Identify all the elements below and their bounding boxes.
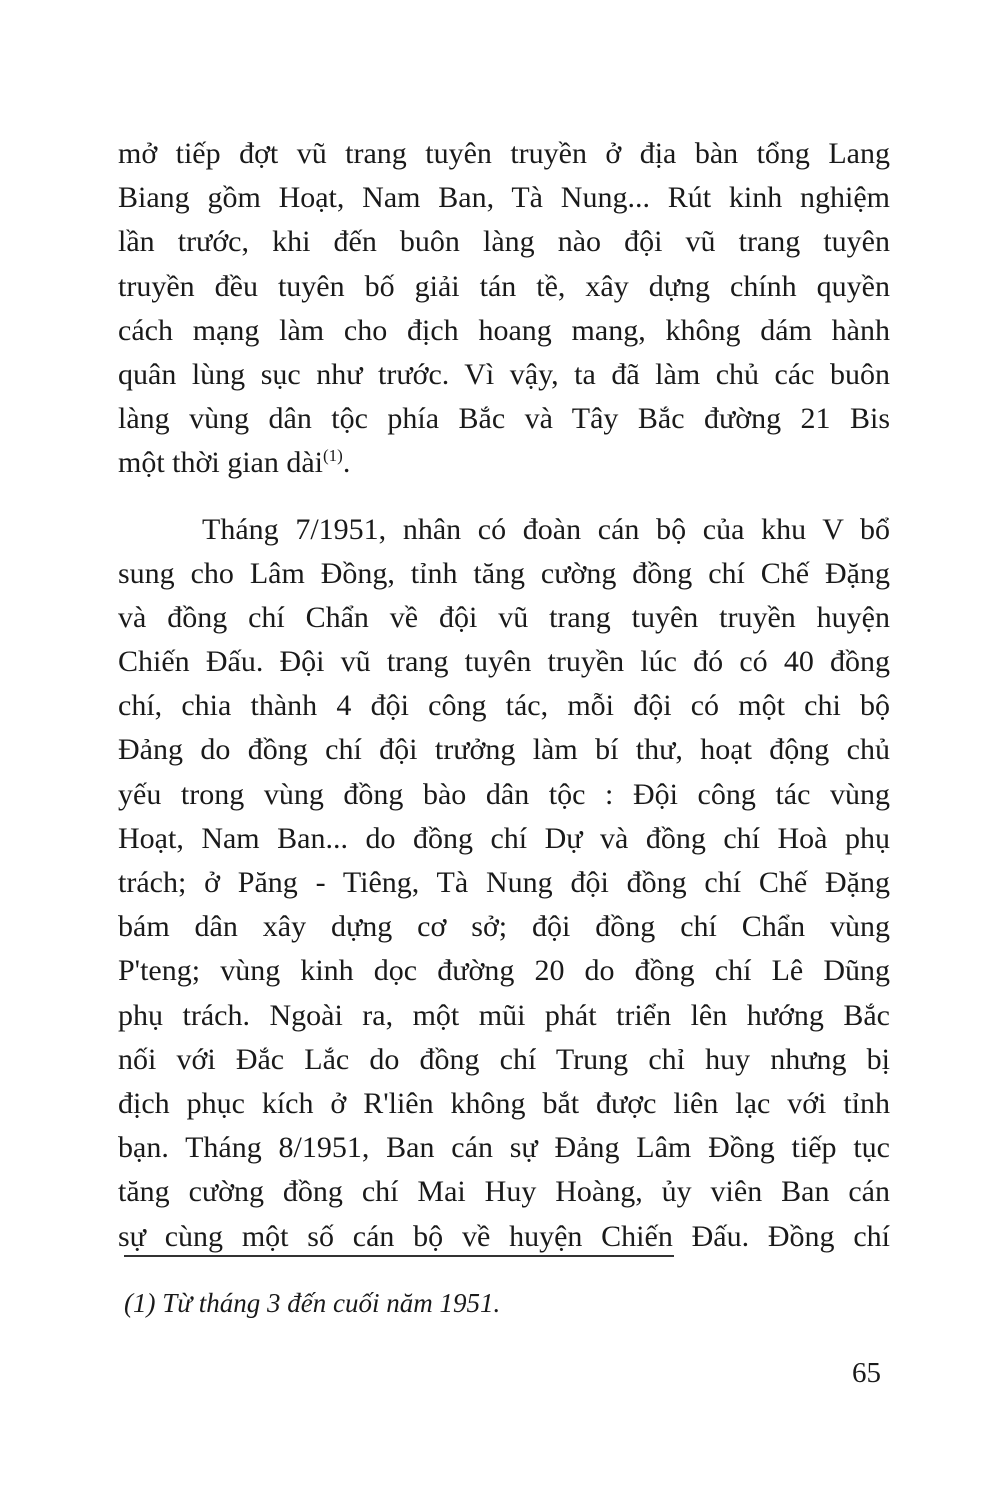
- paragraph-2-line-17: sự cùng một số cán bộ về huyện Chiến Đấu. Đồng chí: [118, 1219, 890, 1253]
- paragraph-2-line-6: Đảng do đồng chí đội trưởng làm bí thư, hoạt động chủ: [118, 733, 890, 767]
- paragraph-2-line-12: phụ trách. Ngoài ra, một mũi phát triển lên hướng Bắc: [118, 998, 890, 1032]
- page-number: 65: [852, 1357, 881, 1389]
- paragraph-1-line-1: mở tiếp đợt vũ trang tuyên truyền ở địa bàn tổng Lang: [118, 137, 890, 170]
- paragraph-2-line-5: chí, chia thành 4 đội công tác, mỗi đội có một chi bộ: [118, 689, 890, 723]
- paragraph-2-line-4: Chiến Đấu. Đội vũ trang tuyên truyền lúc đó có 40 đồng: [118, 645, 890, 679]
- paragraph-2-line-13: nối với Đắc Lắc do đồng chí Trung chỉ huy nhưng bị: [118, 1042, 890, 1076]
- paragraph-gap: [118, 486, 890, 508]
- paragraph-1-line-6: quân lùng sục như trước. Vì vậy, ta đã làm chủ các buôn: [118, 357, 890, 391]
- paragraph-2-line-16: tăng cường đồng chí Mai Huy Hoàng, ủy viên Ban cán: [118, 1175, 890, 1209]
- paragraph-2-line-1: Tháng 7/1951, nhân có đoàn cán bộ của khu V bổ: [202, 512, 890, 546]
- paragraph-2-line-9: trách; ở Păng - Tiêng, Tà Nung đội đồng chí Chế Đặng: [118, 866, 890, 899]
- body-text: [118, 132, 890, 1259]
- footnote-reference[interactable]: (1): [323, 446, 343, 466]
- paragraph-2-line-14: địch phục kích ở R'liên không bắt được liên lạc với tỉnh: [118, 1086, 890, 1120]
- paragraph-1-line-8: [118, 441, 890, 485]
- paragraph-1-last-line-text: một thời gian dài: [118, 446, 324, 480]
- paragraph-2-line-15: bạn. Tháng 8/1951, Ban cán sự Đảng Lâm Đồng tiếp tục: [118, 1131, 890, 1165]
- sentence-end: .: [342, 446, 351, 480]
- paragraph-2-line-11: P'teng; vùng kinh dọc đường 20 do đồng chí Lê Dũng: [118, 954, 890, 988]
- footnote-text: (1) Từ tháng 3 đến cuối năm 1951.: [124, 1288, 501, 1318]
- paragraph-2-line-10: bám dân xây dựng cơ sở; đội đồng chí Chẩn vùng: [118, 910, 890, 944]
- footnote-divider: [124, 1255, 674, 1257]
- paragraph-1-line-3: lần trước, khi đến buôn làng nào đội vũ trang tuyên: [118, 225, 890, 259]
- paragraph-1-line-2: Biang gồm Hoạt, Nam Ban, Tà Nung... Rút kinh nghiệm: [118, 181, 890, 215]
- paragraph-1-line-7: làng vùng dân tộc phía Bắc và Tây Bắc đường 21 Bis: [118, 402, 890, 436]
- paragraph-1-line-5: cách mạng làm cho địch hoang mang, không dám hành: [118, 313, 890, 347]
- paragraph-2-line-2: sung cho Lâm Đồng, tỉnh tăng cường đồng chí Chế Đặng: [118, 556, 890, 590]
- paragraph-2-line-8: Hoạt, Nam Ban... do đồng chí Dự và đồng chí Hoà phụ: [118, 821, 890, 855]
- paragraph-1-line-4: truyền đều tuyên bố giải tán tề, xây dựng chính quyền: [118, 269, 890, 303]
- paragraph-2-line-7: yếu trong vùng đồng bào dân tộc : Đội công tác vùng: [118, 777, 890, 811]
- paragraph-2-line-3: và đồng chí Chẩn về đội vũ trang tuyên truyền huyện: [118, 600, 890, 634]
